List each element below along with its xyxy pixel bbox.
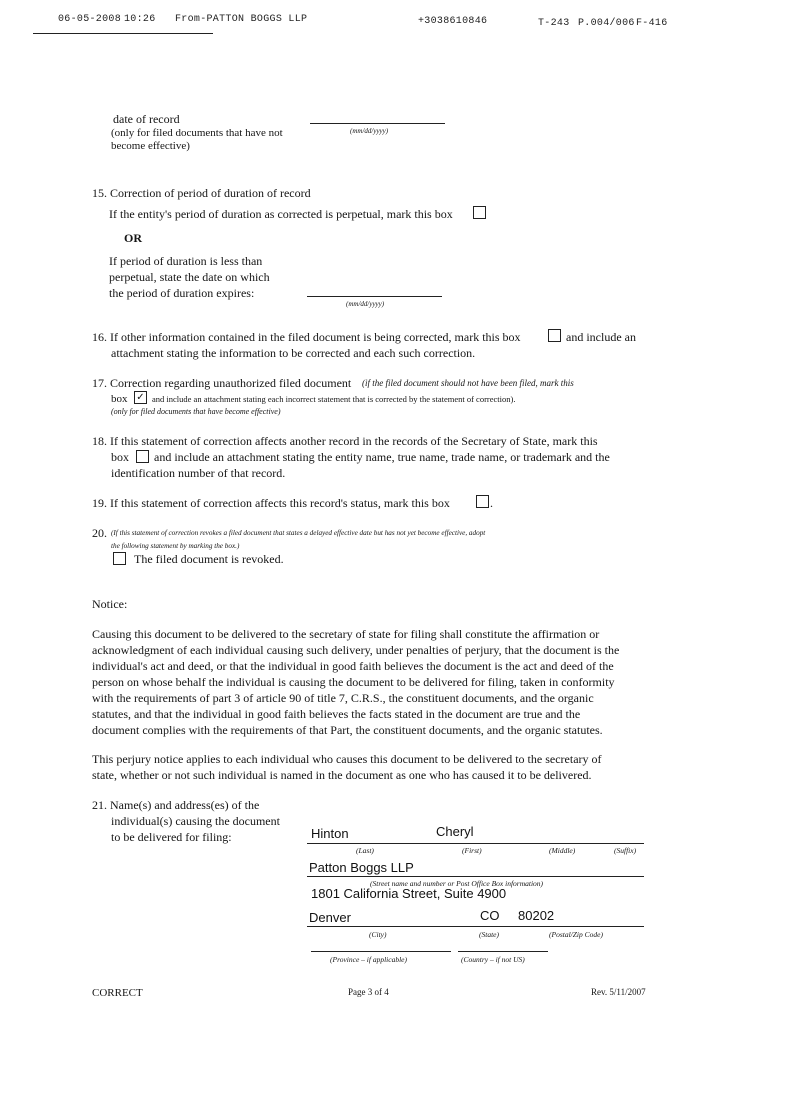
- city-line: [307, 926, 644, 927]
- notice-line: state, whether or not such individual is named in the document as one who has caused it to be delivered.: [92, 768, 592, 782]
- notice-paragraph-2: [92, 751, 652, 783]
- fax-page: P.004/006: [578, 18, 635, 29]
- province-line[interactable]: [311, 951, 451, 952]
- first-name-field[interactable]: Cheryl: [436, 824, 474, 839]
- item-17-text-2: and include an attachment stating each incorrect statement that is corrected by the statement of correction).: [152, 394, 516, 404]
- zip-field[interactable]: 80202: [518, 908, 555, 923]
- first-label: (First): [462, 846, 482, 855]
- notice-line: statutes, and that the individual in good faith believes the facts stated in the document are true and the: [92, 707, 581, 721]
- item-19-text: 19. If this statement of correction affects this record's status, mark this box: [92, 496, 450, 510]
- item-20-number: 20.: [92, 526, 107, 540]
- item-15-title: 15. Correction of period of duration of record: [92, 186, 311, 200]
- notice-heading: Notice:: [92, 597, 128, 611]
- notice-line: with the requirements of part 3 of article 90 of title 7, C.R.S., the constituent documents, and the organic: [92, 691, 594, 705]
- item-21-label: 21. Name(s) and address(es) of the: [92, 798, 260, 812]
- item-17-note: (if the filed document should not have been filed, mark this: [362, 378, 574, 388]
- item-16-text-b: and include an: [566, 330, 636, 344]
- notice-line: document complies with the requirements of that Part, the constituent documents, and the organic statutes.: [92, 723, 603, 737]
- last-name-field[interactable]: Hinton: [311, 826, 349, 841]
- item-18-text-2: and include an attachment stating the entity name, true name, trade name, or trademark and the: [154, 450, 610, 464]
- item-17-note-2: (only for filed documents that have become effective): [111, 407, 281, 416]
- province-label: (Province – if applicable): [330, 955, 407, 964]
- item-16-text-2: attachment stating the information to be corrected and each such correction.: [111, 346, 476, 360]
- notice-line: Causing this document to be delivered to the secretary of state for filing shall constitute the affirmation or: [92, 627, 600, 641]
- notice-line: individual's act and deed, or that the individual in good faith believes the document is the act and deed of the: [92, 659, 614, 673]
- item-16-text: 16. If other information contained in the filed document is being corrected, mark this box: [92, 330, 521, 344]
- item-15-or: OR: [124, 231, 142, 245]
- item-18-box-label: box: [111, 450, 129, 464]
- country-label: (Country – if not US): [461, 955, 525, 964]
- notice-paragraph-1: [92, 626, 652, 738]
- footer-revision: Rev. 5/11/2007: [591, 987, 646, 997]
- middle-label: (Middle): [549, 846, 576, 855]
- name-line: [307, 843, 644, 844]
- item-15-less-text-2: perpetual, state the date on which: [109, 270, 270, 284]
- item-17-text: 17. Correction regarding unauthorized filed document: [92, 376, 352, 390]
- street-line: [307, 876, 644, 877]
- item-18-text: 18. If this statement of correction affects another record in the records of the Secretary of State, mark this: [92, 434, 598, 448]
- item-20-note-2: the following statement by marking the box.): [111, 542, 240, 550]
- fax-f-code: F-416: [636, 18, 668, 29]
- footer-page-number: Page 3 of 4: [348, 987, 389, 997]
- fax-sender: From-PATTON BOGGS LLP: [175, 14, 308, 25]
- fax-t-code: T-243: [538, 18, 570, 29]
- fax-phone: +3038610846: [418, 16, 488, 27]
- item-21-label-2: individual(s) causing the document: [111, 814, 280, 828]
- duration-date-format: (mm/dd/yyyy): [346, 300, 385, 308]
- item-21-label-3: to be delivered for filing:: [111, 830, 232, 844]
- status-checkbox[interactable]: [476, 495, 489, 508]
- notice-line: person on whose behalf the individual is causing the document to be delivered for filing, taken in conformity: [92, 675, 615, 689]
- city-label: (City): [369, 930, 387, 939]
- perpetual-checkbox[interactable]: [473, 206, 486, 219]
- item-15-less-text-3: the period of duration expires:: [109, 286, 255, 300]
- fax-header-rule: [33, 33, 213, 34]
- duration-expires-line[interactable]: [307, 296, 442, 297]
- other-record-checkbox[interactable]: [136, 450, 149, 463]
- city-field[interactable]: Denver: [309, 910, 351, 925]
- date-of-record-label: date of record: [113, 112, 180, 126]
- revoked-checkbox[interactable]: [113, 552, 126, 565]
- other-info-checkbox[interactable]: [548, 329, 561, 342]
- date-format-hint: (mm/dd/yyyy): [350, 127, 389, 135]
- date-of-record-note: (only for filed documents that have not: [111, 127, 283, 139]
- item-19-period: .: [490, 496, 493, 510]
- last-label: (Last): [356, 846, 374, 855]
- date-of-record-line[interactable]: [310, 123, 445, 124]
- footer-form-name: CORRECT: [92, 987, 143, 999]
- zip-label: (Postal/Zip Code): [549, 930, 603, 939]
- date-of-record-note-2: become effective): [111, 140, 190, 152]
- street-field[interactable]: 1801 California Street, Suite 4900: [311, 886, 507, 901]
- item-15-less-text-1: If period of duration is less than: [109, 254, 263, 268]
- unauthorized-checkbox[interactable]: ✓: [134, 391, 147, 404]
- street-label: (Street name and number or Post Office Box information): [370, 879, 544, 888]
- suffix-label: (Suffix): [614, 846, 637, 855]
- item-17-box-label: box: [111, 393, 128, 405]
- item-15-perpetual-text: If the entity's period of duration as corrected is perpetual, mark this box: [109, 207, 453, 221]
- state-field[interactable]: CO: [480, 908, 500, 923]
- fax-time: 10:26: [124, 14, 156, 25]
- item-18-text-3: identification number of that record.: [111, 466, 286, 480]
- item-20-note: (If this statement of correction revokes a filed document that states a delayed effective date but has not yet become effective, adopt: [111, 529, 486, 537]
- state-label: (State): [479, 930, 499, 939]
- notice-line: acknowledgment of each individual causing such delivery, under penalties of perjury, that the document is the: [92, 643, 620, 657]
- country-line[interactable]: [458, 951, 548, 952]
- fax-date: 06-05-2008: [58, 14, 122, 25]
- company-field[interactable]: Patton Boggs LLP: [309, 860, 414, 875]
- notice-line: This perjury notice applies to each individual who causes this document to be delivered to the secretary of: [92, 752, 602, 766]
- item-20-revoked-text: The filed document is revoked.: [134, 552, 284, 566]
